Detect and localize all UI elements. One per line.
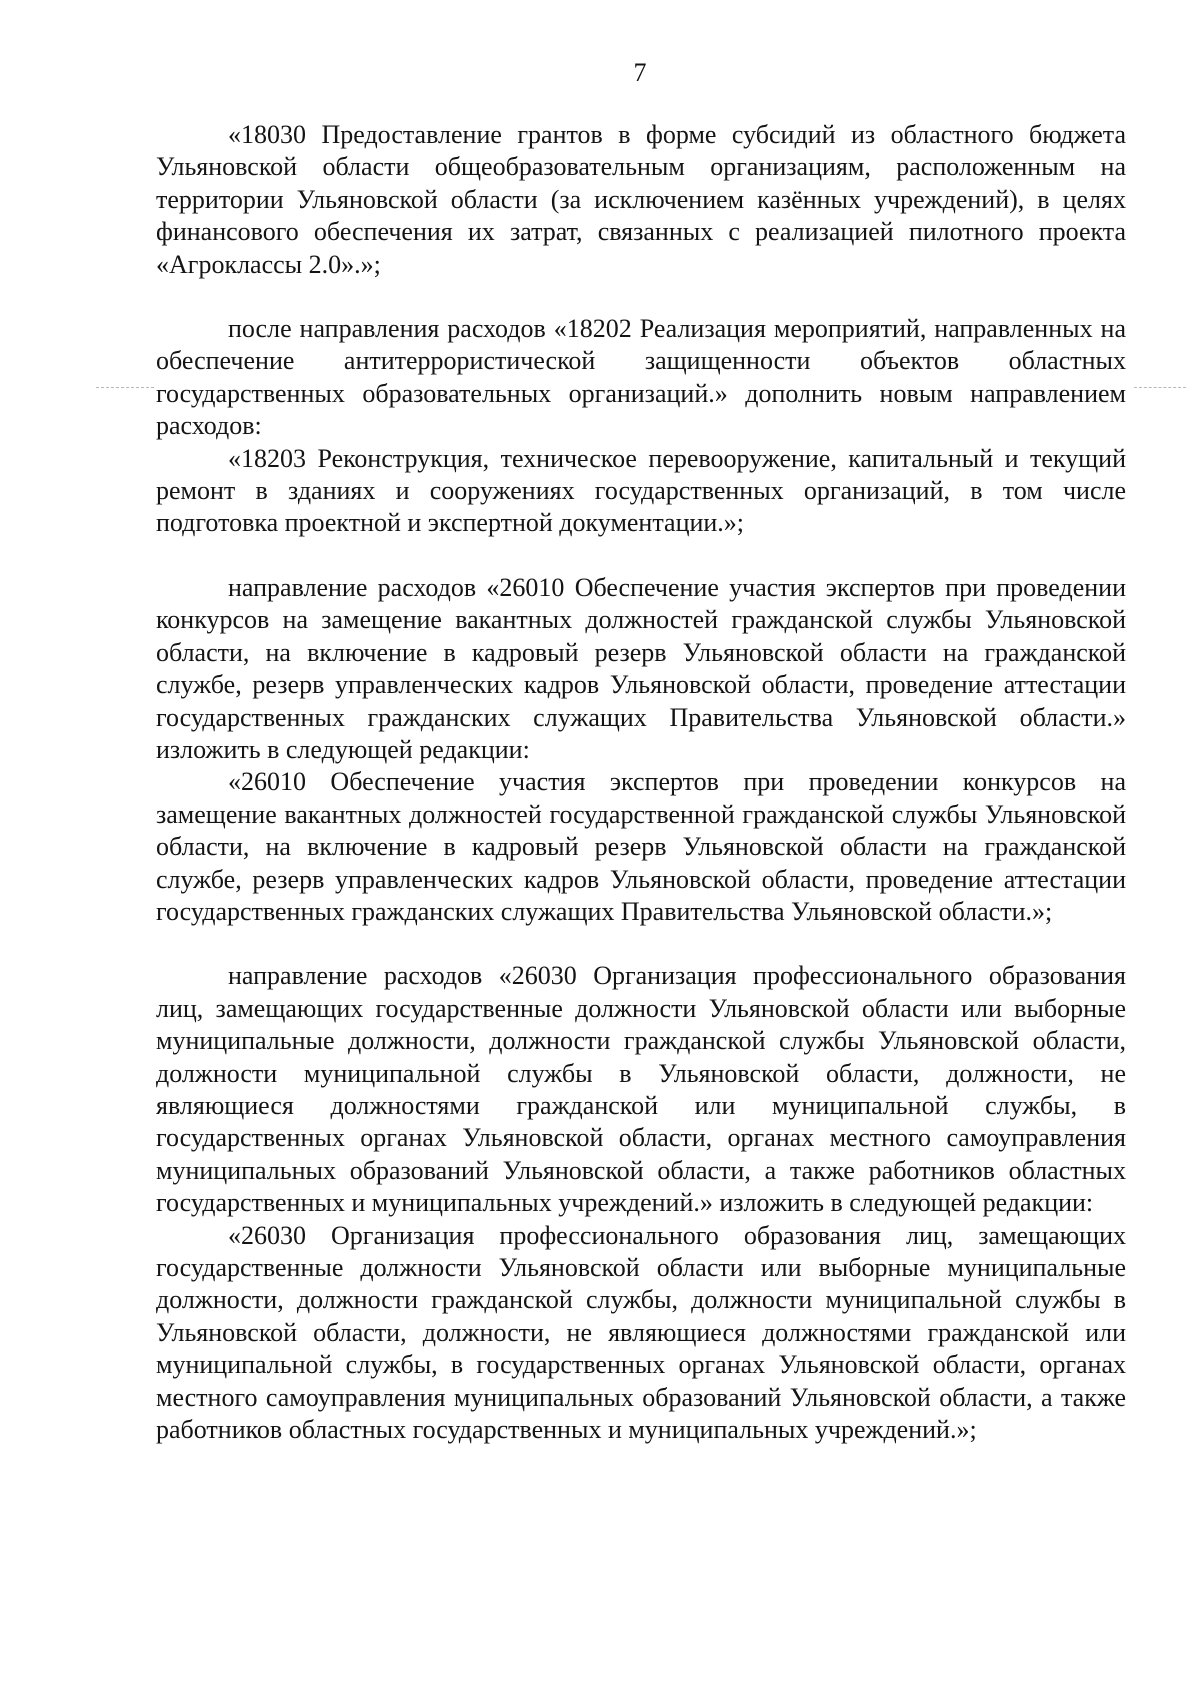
paragraph-26030-amendment: направление расходов «26030 Организация профессионального образования лиц, замещающих государственные должности Ульяновской области или выборные муниципальные должности, должности гражданской службы Ульяновской области, должности муниципальной службы в Ульяновской области, должности, не являющиеся должностями гражданской или муниципальной службы, в государственных органах Ульяновской области, органах местного самоуправления муниципальных образований Ульяновской области, а также работников областных государственных и муниципальных учреждений.» изложить в следующей редакции: xyxy=(156,961,1126,1218)
paragraph-26010-amendment: направление расходов «26010 Обеспечение участия экспертов при проведении конкурсов на замещение вакантных должностей гражданской службы Ульяновской области, на включение в кадровый резерв Ульяновской области на гражданской службе, резерв управленческих кадров Ульяновской области, проведение аттестации государственных гражданских служащих Правительства Ульяновской области.» изложить в следующей редакции: xyxy=(156,572,1126,764)
paragraph-18203-text: «18203 Реконструкция, техническое перевооружение, капитальный и текущий ремонт в зданиях и сооружениях государственных организаций, в том числе подготовка проектной и экспертной документации.»; xyxy=(156,443,1126,538)
page-number: 7 xyxy=(633,58,647,87)
paragraph-26010-new-text: «26010 Обеспечение участия экспертов при проведении конкурсов на замещение вакантных должностей государственной гражданской службы Ульяновской области, на включение в кадровый резерв Ульяновской области на гражданской службе, резерв управленческих кадров Ульяновской области, проведение аттестации государственных гражданских служащих Правительства Ульяновской области.»; xyxy=(156,767,1126,926)
paragraph-18202-amendment: после направления расходов «18202 Реализация мероприятий, направленных на обеспечение антитеррористической защищенности объектов областных государственных образовательных организаций.» дополнить новым направлением расходов: xyxy=(156,314,1126,441)
paragraph-18030-text: «18030 Предоставление грантов в форме субсидий из областного бюджета Ульяновской области общеобразовательным организациям, расположенным на территории Ульяновской области (за исключением казённых учреждений), в целях финансового обеспечения их затрат, связанных с реализацией пилотного проекта «Агроклассы 2.0».»; xyxy=(156,120,1126,279)
scan-artifact-line-right xyxy=(1134,387,1186,388)
scan-artifact-line-left xyxy=(96,387,154,388)
document-body xyxy=(156,119,1126,1446)
paragraph-26030-new-text: «26030 Организация профессионального образования лиц, замещающих государственные должности Ульяновской области или выборные муниципальные должности, должности гражданской службы, должности муниципальной службы в Ульяновской области, должности, не являющиеся должностями гражданской или муниципальной службы, в государственных органах Ульяновской области, органах местного самоуправления муниципальных образований Ульяновской области, а также работников областных государственных и муниципальных учреждений.»; xyxy=(156,1220,1126,1445)
